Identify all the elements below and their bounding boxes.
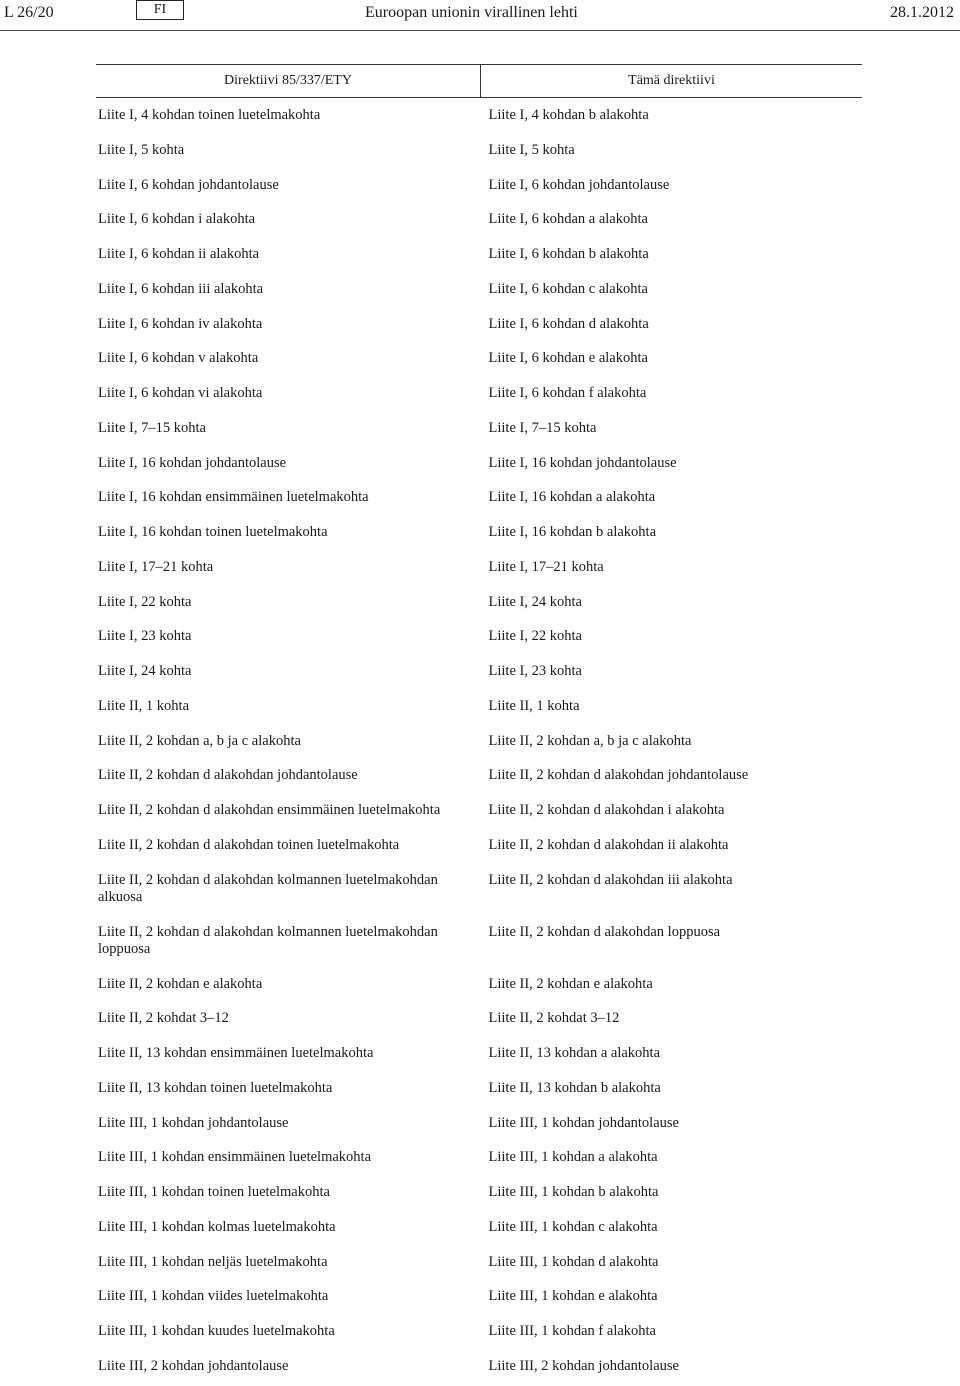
language-code-box: FI (136, 0, 184, 20)
table-row (96, 411, 862, 446)
new-reference-cell: Liite II, 13 kohdan b alakohta (488, 1079, 661, 1096)
table-row (96, 237, 862, 272)
new-reference-cell: Liite III, 1 kohdan e alakohta (488, 1288, 658, 1305)
correlation-table-container (96, 64, 862, 1384)
old-reference-cell: Liite III, 1 kohdan toinen luetelmakohta (98, 1184, 330, 1200)
publication-date: 28.1.2012 (890, 4, 954, 21)
old-reference-cell: Liite II, 2 kohdan d alakohdan johdantolause (98, 767, 358, 784)
table-row (96, 98, 862, 133)
table-row (96, 1349, 862, 1384)
old-reference-cell: Liite II, 1 kohta (98, 697, 190, 714)
journal-title: Euroopan unionin virallinen lehti (365, 4, 578, 21)
old-reference-cell: Liite II, 2 kohdan d alakohdan kolmannen luetelmakohdan alkuosa (98, 871, 438, 905)
page-header (0, 0, 960, 31)
new-reference-cell: Liite III, 1 kohdan b alakohta (488, 1184, 659, 1200)
table-row (96, 341, 862, 376)
table-row (96, 793, 862, 828)
new-reference-cell: Liite I, 6 kohdan f alakohta (488, 385, 647, 401)
new-reference-cell: Liite I, 7–15 kohta (488, 419, 597, 436)
old-reference-cell: Liite II, 2 kohdan e alakohta (98, 975, 263, 992)
old-reference-cell: Liite I, 4 kohdan toinen luetelmakohta (98, 107, 321, 123)
old-reference-cell: Liite I, 24 kohta (98, 663, 192, 679)
new-reference-cell: Liite I, 6 kohdan a alakohta (488, 211, 648, 228)
new-reference-cell: Liite I, 6 kohdan c alakohta (488, 280, 648, 297)
table-row (96, 689, 862, 724)
new-reference-cell: Liite II, 2 kohdan d alakohdan loppuosa (488, 923, 721, 940)
table-row (96, 1071, 862, 1106)
new-reference-cell: Liite I, 23 kohta (488, 663, 582, 679)
page-reference: L 26/20 (4, 4, 54, 21)
table-row (96, 1175, 862, 1210)
old-reference-cell: Liite III, 1 kohdan ensimmäinen luetelmakohta (98, 1149, 372, 1166)
table-row (96, 863, 862, 915)
table-row (96, 168, 862, 203)
table-body (96, 98, 862, 1384)
old-reference-cell: Liite I, 6 kohdan iv alakohta (98, 315, 263, 332)
table-row (96, 1245, 862, 1280)
old-reference-cell: Liite III, 2 kohdan johdantolause (98, 1357, 289, 1374)
table-row (96, 1036, 862, 1071)
table-row (96, 480, 862, 515)
old-reference-cell: Liite I, 6 kohdan i alakohta (98, 211, 256, 228)
old-reference-cell: Liite I, 6 kohdan johdantolause (98, 176, 279, 193)
old-reference-cell: Liite II, 2 kohdan d alakohdan ensimmäinen luetelmakohta (98, 802, 441, 818)
new-reference-cell: Liite III, 1 kohdan johdantolause (488, 1114, 679, 1131)
old-reference-cell: Liite II, 2 kohdan a, b ja c alakohta (98, 732, 301, 749)
table-row (96, 758, 862, 793)
table-row (96, 307, 862, 342)
old-reference-cell: Liite III, 1 kohdan neljäs luetelmakohta (98, 1253, 328, 1270)
old-reference-cell: Liite II, 13 kohdan ensimmäinen luetelmakohta (98, 1045, 374, 1061)
new-reference-cell: Liite I, 6 kohdan b alakohta (488, 246, 649, 262)
old-reference-cell: Liite I, 6 kohdan vi alakohta (98, 385, 263, 401)
new-reference-cell: Liite II, 2 kohdan a, b ja c alakohta (488, 732, 692, 749)
new-reference-cell: Liite I, 5 kohta (488, 141, 575, 158)
old-reference-cell: Liite I, 6 kohdan v alakohta (98, 350, 259, 367)
table-row (96, 550, 862, 585)
new-reference-cell: Liite III, 2 kohdan johdantolause (488, 1357, 679, 1374)
old-reference-cell: Liite II, 2 kohdan d alakohdan toinen luetelmakohta (98, 836, 400, 853)
old-reference-cell: Liite I, 17–21 kohta (98, 558, 214, 575)
old-reference-cell: Liite I, 22 kohta (98, 593, 192, 610)
table-row (96, 515, 862, 550)
new-reference-cell: Liite I, 16 kohdan a alakohta (488, 489, 656, 506)
old-reference-cell: Liite III, 1 kohdan johdantolause (98, 1114, 289, 1131)
table-row (96, 915, 862, 967)
table-row (96, 376, 862, 411)
table-row (96, 1314, 862, 1349)
table-row (96, 585, 862, 620)
new-reference-cell: Liite III, 1 kohdan f alakohta (488, 1323, 656, 1339)
new-reference-cell: Liite I, 6 kohdan d alakohta (488, 315, 649, 332)
correlation-table (96, 64, 862, 1384)
old-reference-cell: Liite I, 7–15 kohta (98, 419, 206, 436)
table-row (96, 1279, 862, 1314)
table-row (96, 1210, 862, 1245)
old-reference-cell: Liite I, 16 kohdan johdantolause (98, 454, 287, 471)
table-row (96, 654, 862, 689)
old-reference-cell: Liite III, 1 kohdan viides luetelmakohta (98, 1288, 329, 1305)
old-reference-cell: Liite II, 2 kohdat 3–12 (98, 1010, 229, 1027)
new-reference-cell: Liite I, 6 kohdan johdantolause (488, 176, 670, 193)
new-reference-cell: Liite II, 2 kohdan d alakohdan johdantolause (488, 767, 749, 784)
old-reference-cell: Liite II, 2 kohdan d alakohdan kolmannen luetelmakohdan loppuosa (98, 923, 438, 957)
table-row (96, 967, 862, 1002)
new-reference-cell: Liite II, 13 kohdan a alakohta (488, 1045, 661, 1061)
column-header-old-directive: Direktiivi 85/337/ETY (96, 65, 481, 98)
new-reference-cell: Liite I, 16 kohdan b alakohta (488, 524, 657, 540)
new-reference-cell: Liite II, 2 kohdan d alakohdan iii alakohta (488, 871, 733, 888)
table-row (96, 619, 862, 654)
old-reference-cell: Liite I, 6 kohdan ii alakohta (98, 246, 260, 262)
new-reference-cell: Liite III, 1 kohdan c alakohta (488, 1218, 658, 1235)
old-reference-cell: Liite III, 1 kohdan kuudes luetelmakohta (98, 1323, 335, 1339)
new-reference-cell: Liite I, 4 kohdan b alakohta (488, 107, 649, 123)
old-reference-cell: Liite I, 16 kohdan ensimmäinen luetelmakohta (98, 489, 369, 506)
table-row (96, 1001, 862, 1036)
table-row (96, 1140, 862, 1175)
column-header-new-directive: Tämä direktiivi (481, 65, 863, 98)
table-row (96, 724, 862, 759)
table-row (96, 202, 862, 237)
old-reference-cell: Liite III, 1 kohdan kolmas luetelmakohta (98, 1218, 336, 1235)
old-reference-cell: Liite I, 6 kohdan iii alakohta (98, 280, 264, 297)
new-reference-cell: Liite I, 16 kohdan johdantolause (488, 454, 677, 471)
table-header-row (96, 65, 862, 98)
new-reference-cell: Liite II, 2 kohdan e alakohta (488, 975, 653, 992)
new-reference-cell: Liite I, 24 kohta (488, 593, 582, 610)
old-reference-cell: Liite I, 5 kohta (98, 141, 185, 158)
new-reference-cell: Liite II, 2 kohdan d alakohdan i alakohta (488, 802, 725, 818)
old-reference-cell: Liite I, 16 kohdan toinen luetelmakohta (98, 524, 328, 540)
new-reference-cell: Liite I, 22 kohta (488, 628, 582, 645)
old-reference-cell: Liite II, 13 kohdan toinen luetelmakohta (98, 1079, 333, 1096)
table-row (96, 446, 862, 481)
new-reference-cell: Liite III, 1 kohdan d alakohta (488, 1253, 659, 1270)
table-row (96, 828, 862, 863)
new-reference-cell: Liite I, 6 kohdan e alakohta (488, 350, 648, 367)
new-reference-cell: Liite II, 2 kohdan d alakohdan ii alakohta (488, 836, 729, 853)
new-reference-cell: Liite I, 17–21 kohta (488, 558, 604, 575)
table-row (96, 1106, 862, 1141)
new-reference-cell: Liite III, 1 kohdan a alakohta (488, 1149, 658, 1166)
table-row (96, 272, 862, 307)
new-reference-cell: Liite II, 1 kohta (488, 697, 580, 714)
new-reference-cell: Liite II, 2 kohdat 3–12 (488, 1010, 620, 1027)
old-reference-cell: Liite I, 23 kohta (98, 628, 192, 645)
table-row (96, 133, 862, 168)
